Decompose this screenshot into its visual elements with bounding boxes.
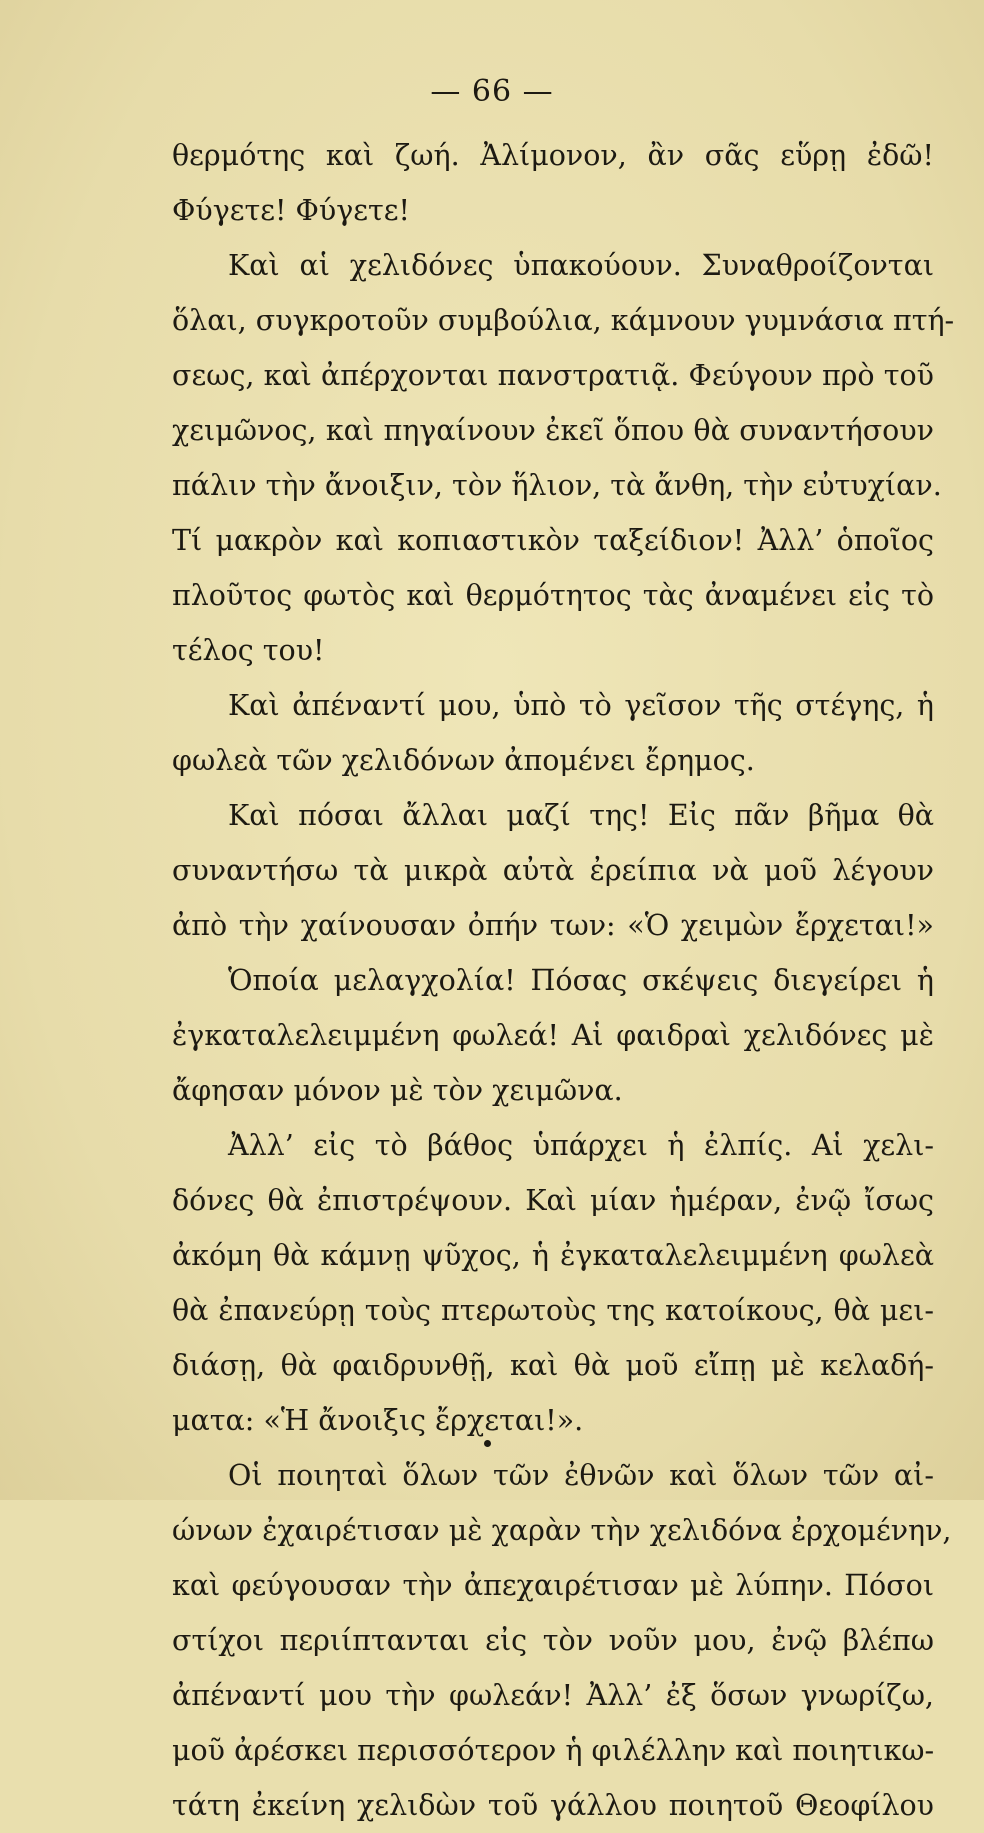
text-line: Φύγετε! Φύγετε! [172, 194, 411, 227]
text-line: Οἱ ποιηταὶ ὅλων τῶν ἐθνῶν καὶ ὅλων τῶν αἰ- [228, 1459, 934, 1492]
text-line: σεως, καὶ ἀπέρχονται πανστρατιᾷ. Φεύγουν πρὸ τοῦ [172, 359, 934, 392]
text-line: Καὶ ἀπέναντί μου, ὑπὸ τὸ γεῖσον τῆς στέγης, ἡ [228, 689, 934, 722]
text-line: Τί μακρὸν καὶ κοπιαστικὸν ταξείδιον! Ἀλλ’ ὁποῖος [172, 524, 934, 557]
text-line: ἐγκαταλελειμμένη φωλεά! Αἱ φαιδραὶ χελιδόνες μὲ [172, 1019, 934, 1052]
text-line: καὶ φεύγουσαν τὴν ἀπεχαιρέτισαν μὲ λύπην. Πόσοι [172, 1569, 934, 1602]
text-line: Ὁποία μελαγχολία! Πόσας σκέψεις διεγείρει ἡ [228, 964, 934, 997]
text-line: πλοῦτος φωτὸς καὶ θερμότητος τὰς ἀναμένει εἰς τὸ [172, 579, 934, 612]
text-line: ματα: «Ἡ ἄνοιξις ἔρχεται!». [172, 1404, 584, 1437]
text-line: Καὶ αἱ χελιδόνες ὑπακούουν. Συναθροίζονται [228, 249, 934, 282]
text-line: δόνες θὰ ἐπιστρέψουν. Καὶ μίαν ἡμέραν, ἐνῷ ἴσως [172, 1184, 934, 1217]
page-number: — 66 — [430, 74, 554, 109]
text-line: ώνων ἐχαιρέτισαν μὲ χαρὰν τὴν χελιδόνα ἐρχομένην, [172, 1514, 952, 1547]
text-line: θερμότης καὶ ζωή. Ἀλίμονον, ἂν σᾶς εὕρῃ ἐδῶ! [172, 139, 934, 172]
text-line: Ἀλλ’ εἰς τὸ βάθος ὑπάρχει ἡ ἐλπίς. Αἱ χελι- [228, 1129, 934, 1162]
text-line: ἀκόμη θὰ κάμνῃ ψῦχος, ἡ ἐγκαταλελειμμένη φωλεὰ [172, 1239, 934, 1272]
ink-dot [484, 1440, 491, 1447]
text-line: ἄφησαν μόνον μὲ τὸν χειμῶνα. [172, 1074, 623, 1107]
body-text [172, 128, 955, 1833]
text-line: τέλος του! [172, 634, 325, 667]
text-line: συναντήσω τὰ μικρὰ αὐτὰ ἐρείπια νὰ μοῦ λέγουν [172, 854, 934, 887]
text-line: πάλιν τὴν ἄνοιξιν, τὸν ἥλιον, τὰ ἄνθη, τὴν εὐτυχίαν. [172, 469, 942, 502]
text-line: θὰ ἐπανεύρῃ τοὺς πτερωτοὺς της κατοίκους, θὰ μει- [172, 1294, 934, 1327]
text-line: ἀπὸ τὴν χαίνουσαν ὀπήν των: «Ὁ χειμὼν ἔρχεται!» [172, 909, 934, 942]
text-line: στίχοι περιίπτανται εἰς τὸν νοῦν μου, ἐνῷ βλέπω [172, 1624, 934, 1657]
text-line: ἀπέναντί μου τὴν φωλεάν! Ἀλλ’ ἐξ ὅσων γνωρίζω, [172, 1679, 934, 1712]
text-line: Καὶ πόσαι ἄλλαι μαζί της! Εἰς πᾶν βῆμα θὰ [228, 799, 934, 832]
text-line: ὅλαι, συγκροτοῦν συμβούλια, κάμνουν γυμνάσια πτή- [172, 304, 955, 337]
text-line: μοῦ ἀρέσκει περισσότερον ἡ φιλέλλην καὶ ποιητικω- [172, 1734, 935, 1767]
text-line: χειμῶνος, καὶ πηγαίνουν ἐκεῖ ὅπου θὰ συναντήσουν [172, 414, 934, 447]
text-line: διάσῃ, θὰ φαιδρυνθῇ, καὶ θὰ μοῦ εἴπῃ μὲ κελαδή- [172, 1349, 934, 1382]
text-line: φωλεὰ τῶν χελιδόνων ἀπομένει ἔρημος. [172, 744, 755, 777]
text-line: τάτη ἐκείνη χελιδὼν τοῦ γάλλου ποιητοῦ Θεοφίλου [172, 1789, 934, 1822]
